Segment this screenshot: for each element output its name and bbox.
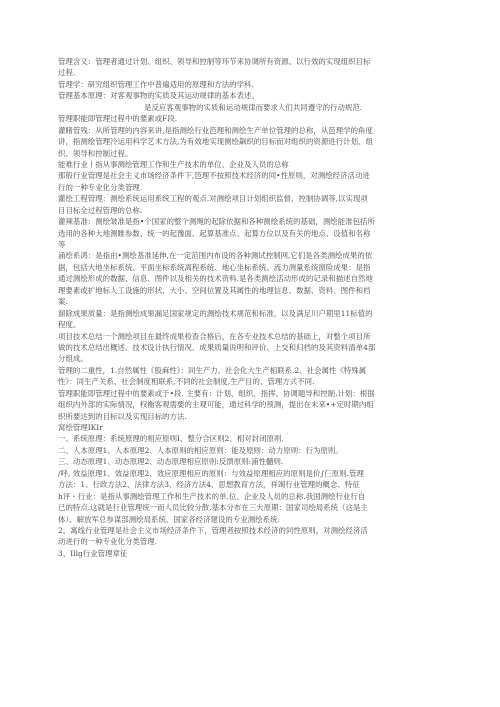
text-line: 二、人本原理1、人本原理2、人本原则的相应原则：能及原则：动力原则：行为原则。: [58, 445, 343, 455]
text-line: 组织内外部的实际情况，权衡客观需要的主观可能，通过科学的预测，提出在未来•+定时期内组: [58, 400, 374, 410]
text-line: 织所要达到的目标以及实现目标的方法.: [58, 411, 187, 421]
text-line: 程度。: [58, 320, 81, 330]
text-line: 灌绘工程管理：测绘系统运用系统工程的观点.对测绘项目计划组织监督、控制协调等,以实现项: [58, 194, 368, 204]
text-line: 选用的各种大地测睢参数、统一的起豫面、起算基准点、起算方位以及有关的地点、设值和名称: [58, 228, 371, 238]
text-line: 管理含义：管理者通过计划、组织、领导和控制等环节来协调所有资源、以行效的实现组织目标: [58, 57, 371, 66]
text-line: /呼, 效益原理1、效益原理2、效应原理相应的原则：与效益原理相应的原则是价∫仨原则.管理: [58, 468, 364, 478]
text-line: 据，包括大地坐标系统、平面坐标系统离程系统、地心坐标系统、流力测量系统窗险成果：是指: [58, 262, 371, 272]
text-line: 讲，指测绘管理冷运用科学艺术方法,为有效地实现测绘飙织的目标而对组织的资源进行计划、组: [58, 137, 373, 147]
text-line: 管理基本原理：对客观事物的实质及其运动规律的基本表述、: [58, 91, 259, 101]
text-line: 做的技术总结出概述、技术设计执行情况、成果质量说明和评价、上交和归档的及其资料清单4部: [58, 342, 376, 352]
text-line: 一、系统原理：系统原理的相应原则I、整分合区则2、相对封闭原则.: [58, 434, 284, 444]
text-line: 体）、解放军总参谋部测绘局系统、国家各经济建设的专业测绘系统.: [58, 514, 280, 524]
text-line: 溜除成果质量：是指测绘成果漏足国家规定的测绘技术规范和标准，以及满足川户期里11标值的: [58, 308, 373, 318]
text-line: 目目标全过程管理的总称.: [58, 205, 143, 215]
text-line: 3、Illg行业管理章征: [58, 548, 128, 558]
text-line: 理要素或扩地标人工设施的形状、大小、空间位置及其属性的地理信息、数据、资料、图件和档: [58, 285, 371, 295]
text-line: 动进行的一种专业化分类管理.: [58, 537, 158, 547]
text-line: 涌绘系鸿：是指由•测绘基准延伸,在一定范围内布设的各种测试控制网,它们是各类测绘成果的依: [58, 251, 373, 261]
text-line: 行的一种专业化分类管理.: [58, 182, 143, 192]
text-line: 灌睹管残：从所管理的内容来讲,是指测绘行业笆理和测绘生产单位管理的总称，从笆理学的角度: [58, 125, 373, 135]
text-line: h评・行业：是指从事测绘管理工作和生产技术的单.位、企业及人员的总称.我国测绘行业行自: [58, 491, 366, 501]
text-line: 能难行业丨指从事测绘管理工作和生产技术的单位、企业及人员的总称: [58, 159, 289, 169]
text-line: 2、寓线行业管理是社会主义市场经济条件下，管理者按照技术经济的同性原则，对测绘经济活: [58, 525, 368, 535]
text-line: 项目技术总结一个测绘项目在最终成果检查合格后，在各专业技术总结的基础上，对整个项目所: [58, 331, 371, 341]
text-line: 那般行业管理是社会主义市场经济条件下,笆理不按照技术经济的同•性原则，对测绘经济活动进: [58, 171, 370, 181]
text-line: 分组成。: [58, 354, 88, 364]
text-line: 性》：同生产关系、社会制度相联系,不同的社会制度,生产目的、管理方式不同.: [58, 377, 315, 387]
text-line: 案.: [58, 297, 68, 307]
text-line: 三、动态原理1、动态原理2、动态原理相应原则:反馈原则:浦性髓则.: [58, 457, 284, 467]
text-line: 过程.: [58, 68, 76, 78]
text-line: 织、领导和控制过程。: [58, 148, 133, 158]
text-line: 通过测绘形成的数据、信息、图件以及相关的技术资料.是各类测绘活动形成的记录和描述自然地: [58, 274, 373, 284]
text-line: 窝绘管理IKIr: [58, 423, 103, 432]
text-line: 方法：1、行政方法2、法律方法3、经济方法4、思想教育方法，祥竭行业管理的概念、特征: [58, 480, 360, 490]
text-line: 等: [58, 240, 66, 249]
text-line: 管理的二重性，1.自然属性《股麻性》：同生产力、社会化大生产相联系.2、社会属性《特殊属: [58, 365, 367, 375]
document-page: [58, 56, 438, 559]
text-line: 管理学：研究组织管理工作中普遍适用的原理和方法的学科.: [58, 79, 254, 89]
text-line: 是反应客观事物的实质和运动规律而要求人们共同遵守的行动规范.: [144, 102, 363, 112]
text-line: 已的特点.这就是行业管理统一而人员比较分散.基本分布在三大原期：国家司绘局系统（这是主: [58, 503, 368, 513]
text-line: 管理职能即管理过程中的要素或于•段. 主要有：计划、组织、指挥、协调题导和控制,计划：根据: [58, 388, 375, 398]
text-line: 灌辣基准：测绘皱准是指•个国家的整个测绳的起除依据和各种测绘系统的基础，测绘能准包括所: [58, 217, 375, 227]
text-line: 管理职能即管理过程中的要素或F段.: [58, 114, 178, 124]
